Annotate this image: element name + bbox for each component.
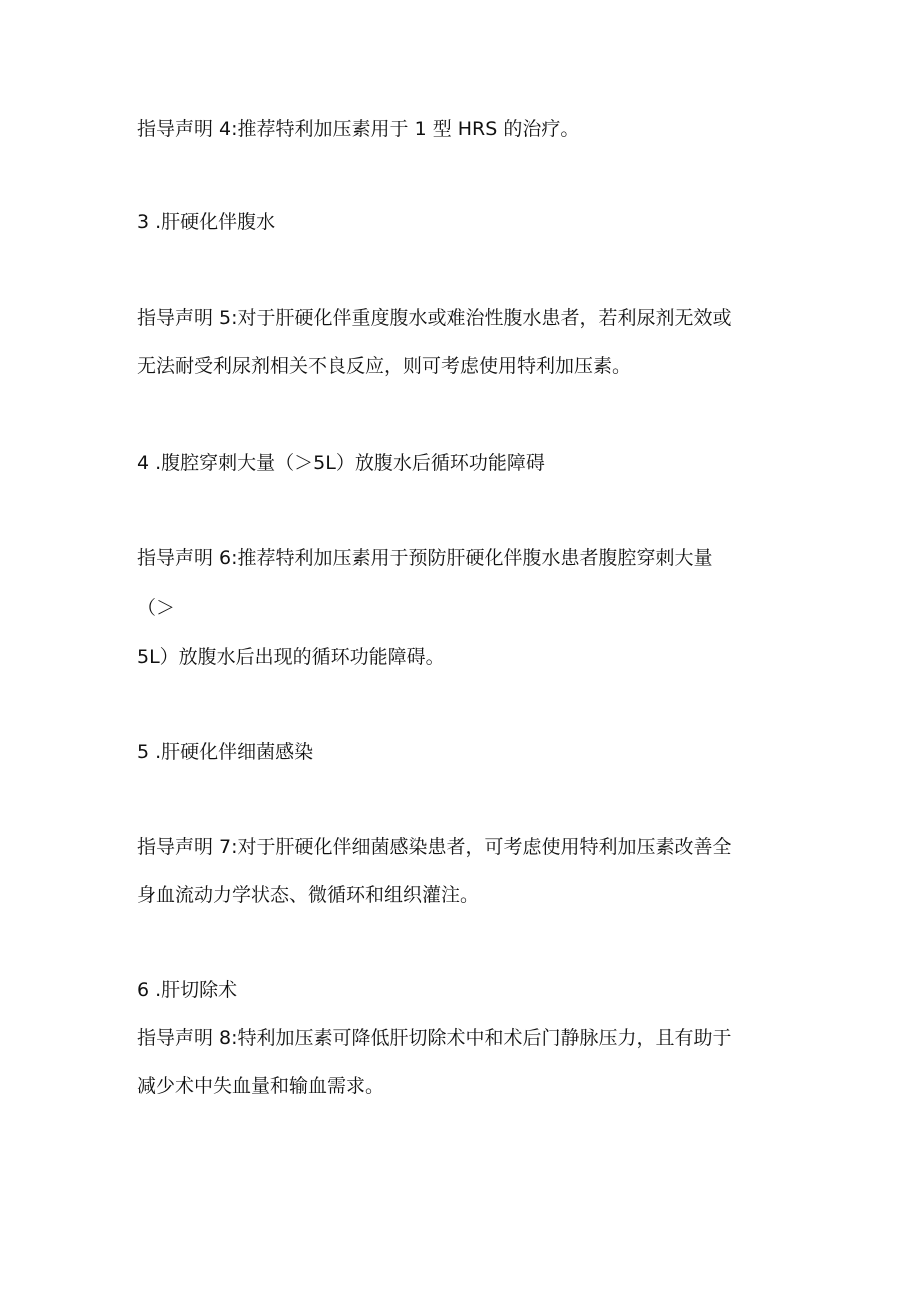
statement-8-line-2: 减少术中失血量和输血需求。 [137,1075,385,1097]
statement-5-line-2: 无法耐受利尿剂相关不良反应，则可考虑使用特利加压素。 [137,355,632,377]
statement-8-line-1: 指导声明 8:特利加压素可降低肝切除术中和术后门静脉压力，且有助于 [137,1027,732,1049]
section-5-heading: 5 .肝硬化伴细菌感染 [137,741,314,763]
section-4-heading: 4 .腹腔穿刺大量（＞5L）放腹水后循环功能障碍 [137,452,545,474]
section-6-heading: 6 .肝切除术 [137,979,238,1001]
statement-7-line-2: 身血流动力学状态、微循环和组织灌注。 [137,884,480,906]
statement-6-line-3: 5L）放腹水后出现的循环功能障碍。 [137,646,445,668]
section-3-heading: 3 .肝硬化伴腹水 [137,211,276,233]
statement-5-line-1: 指导声明 5:对于肝硬化伴重度腹水或难治性腹水患者，若利尿剂无效或 [137,307,732,329]
statement-6-line-1: 指导声明 6:推荐特利加压素用于预防肝硬化伴腹水患者腹腔穿刺大量 [137,547,713,569]
statement-4-line-1: 指导声明 4:推荐特利加压素用于 1 型 HRS 的治疗。 [137,118,580,140]
statement-7-line-1: 指导声明 7:对于肝硬化伴细菌感染患者，可考虑使用特利加压素改善全 [137,836,732,858]
statement-6-line-2: （＞ [137,597,176,619]
